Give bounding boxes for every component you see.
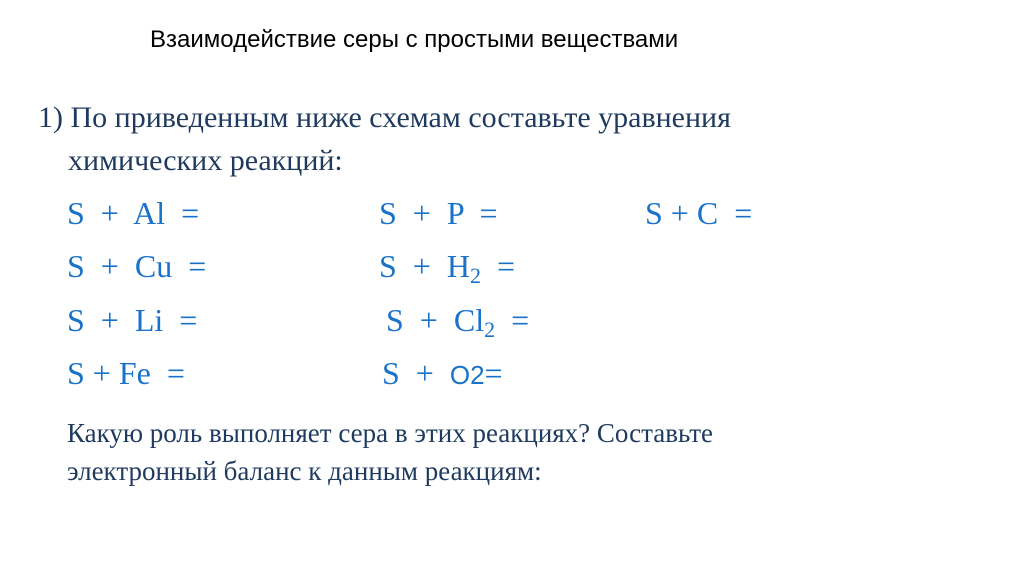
equation-s-o2-main: S + xyxy=(382,355,450,391)
question-line-2: электронный баланс к данным реакциям: xyxy=(67,456,542,486)
equation-s-cl2-subscript: 2 xyxy=(484,317,496,342)
equation-s-h2 xyxy=(379,248,515,288)
equation-s-h2-equals: = xyxy=(480,248,515,284)
equation-s-cl2-main: S + Cl xyxy=(386,302,485,338)
equation-s-o2 xyxy=(382,355,503,392)
task-number: 1) xyxy=(38,101,63,134)
equation-s-h2-main: S + H xyxy=(379,248,470,284)
equation-s-h2-subscript: 2 xyxy=(469,263,481,288)
slide-title: Взаимодействие серы с простыми веществами xyxy=(150,26,679,53)
equation-s-li: S + Li = xyxy=(67,302,198,338)
equation-s-c: S + C = xyxy=(645,195,753,231)
equation-s-fe: S + Fe = xyxy=(67,355,185,391)
equation-s-o2-equals: = xyxy=(484,355,503,391)
question-text xyxy=(67,414,967,490)
equation-s-o2-formula: O2 xyxy=(449,360,485,390)
task-text xyxy=(38,96,978,182)
task-line-2: химических реакций: xyxy=(68,144,343,177)
task-line-1: По приведенным ниже схемам составьте уравнения xyxy=(70,101,731,134)
equation-s-cl2 xyxy=(386,302,530,342)
question-line-1: Какую роль выполняет сера в этих реакциях? Составьте xyxy=(67,418,714,448)
equation-s-p: S + P = xyxy=(379,195,498,231)
equation-s-cl2-equals: = xyxy=(495,302,530,338)
equation-s-al: S + Al = xyxy=(67,195,200,231)
equation-s-cu: S + Cu = xyxy=(67,248,207,284)
